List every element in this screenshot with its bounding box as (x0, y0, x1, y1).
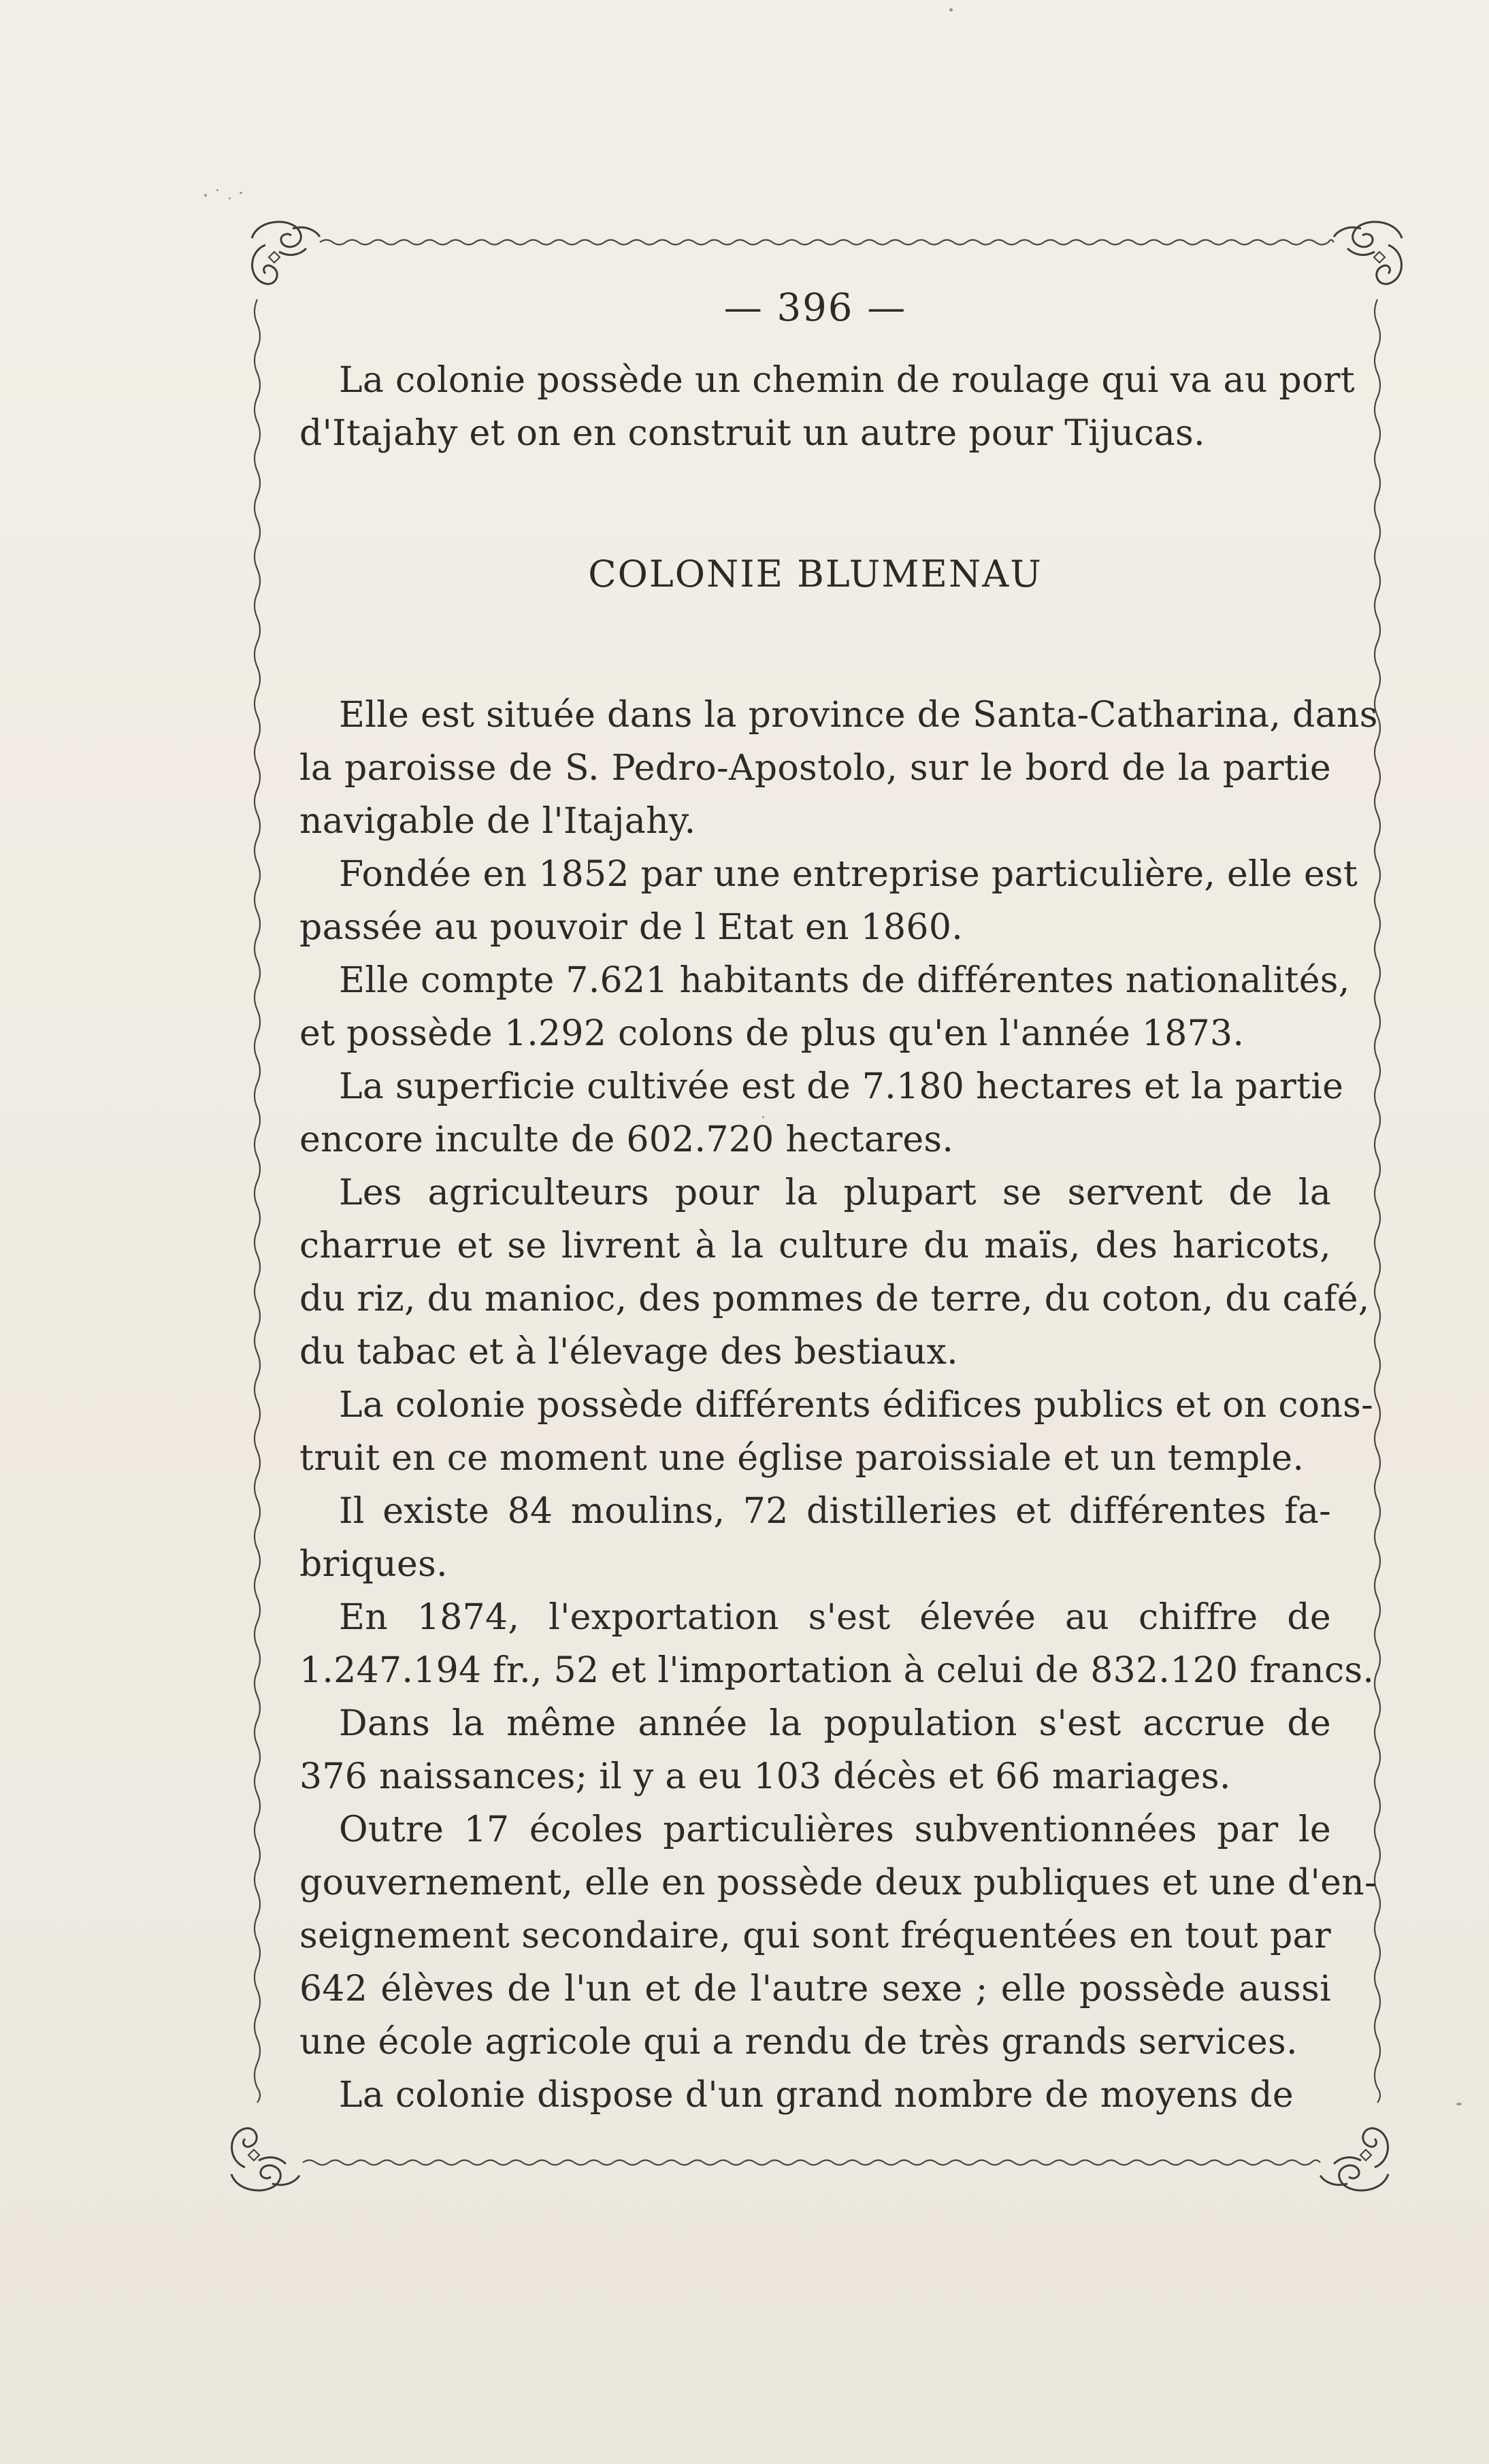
flourish-icon (231, 2129, 299, 2190)
text-line: Elle est située dans la province de Santa-Catharina, dans (339, 695, 1378, 736)
text-line: truit en ce moment une église paroissiale et un temple. (299, 1438, 1305, 1479)
text-line: passée au pouvoir de l Etat en 1860. (299, 907, 964, 948)
text-block (299, 286, 1378, 2123)
bottom-border-line (303, 2161, 1320, 2165)
text-line: Outre 17 écoles particulières subventionnées par le (339, 1809, 1331, 1850)
text-line: Les agriculteurs pour la plupart se servent de la (339, 1172, 1331, 1213)
text-line: Dans la même année la population s'est accrue de (339, 1703, 1331, 1744)
text-line: la paroisse de S. Pedro-Apostolo, sur le bord de la partie (299, 748, 1331, 789)
text-line: 642 élèves de l'un et de l'autre sexe ; elle possède aussi (299, 1969, 1331, 2009)
section-heading: COLONIE BLUMENAU (588, 553, 1043, 595)
paragraph-12 (299, 2069, 1331, 2122)
paragraph-11 (299, 1803, 1377, 2069)
text-line: d'Itajahy et on en construit un autre pour Tijucas. (299, 413, 1205, 454)
paragraph-10 (299, 1697, 1331, 1803)
flourish-icon (1320, 2129, 1388, 2190)
text-line: gouvernement, elle en possède deux publiques et une d'en- (299, 1862, 1377, 1903)
top-border-line (320, 240, 1334, 245)
text-line: et possède 1.292 colons de plus qu'en l'année 1873. (299, 1013, 1245, 1054)
text-line: La superficie cultivée est de 7.180 hectares et la partie (339, 1066, 1344, 1107)
paragraph-7 (299, 1379, 1374, 1485)
text-line: une école agricole qui a rendu de très grands services. (299, 2022, 1298, 2063)
text-line: La colonie possède un chemin de roulage qui va au port (339, 360, 1355, 401)
paragraph-8 (299, 1485, 1331, 1591)
text-line: Fondée en 1852 par une entreprise particulière, elle est (339, 854, 1358, 895)
paragraph-4 (299, 954, 1350, 1060)
flourish-icon (1334, 222, 1402, 284)
text-line: 1.247.194 fr., 52 et l'importation à celui de 832.120 francs. (299, 1650, 1375, 1691)
text-line: briques. (299, 1544, 448, 1585)
paragraph-5 (299, 1060, 1344, 1166)
paragraph-6 (299, 1166, 1370, 1379)
flourish-icon (252, 222, 320, 284)
text-line: Il existe 84 moulins, 72 distilleries et différentes fa- (339, 1491, 1331, 1532)
right-border-line (1375, 299, 1380, 2103)
paragraph-9 (299, 1591, 1375, 1697)
text-line: Elle compte 7.621 habitants de différentes nationalités, (339, 960, 1350, 1001)
text-line: navigable de l'Itajahy. (299, 801, 696, 842)
paragraph-3 (299, 848, 1358, 954)
text-line: du riz, du manioc, des pommes de terre, du coton, du café, (299, 1279, 1370, 1319)
left-border-line (255, 299, 260, 2103)
page-number: — 396 — (723, 286, 907, 330)
text-line: du tabac et à l'élevage des bestiaux. (299, 1332, 958, 1373)
text-line: charrue et se livrent à la culture du maïs, des haricots, (299, 1226, 1331, 1266)
paragraph-2 (299, 689, 1378, 848)
text-line: La colonie possède différents édifices publics et on cons- (339, 1385, 1374, 1426)
paragraph-1 (299, 354, 1355, 460)
text-line: La colonie dispose d'un grand nombre de moyens de (339, 2075, 1294, 2116)
text-line: encore inculte de 602.720 hectares. (299, 1119, 954, 1160)
text-line: En 1874, l'exportation s'est élevée au chiffre de (339, 1597, 1331, 1638)
text-line: 376 naissances; il y a eu 103 décès et 66 mariages. (299, 1756, 1231, 1797)
text-line: seignement secondaire, qui sont fréquentées en tout par (299, 1916, 1331, 1956)
